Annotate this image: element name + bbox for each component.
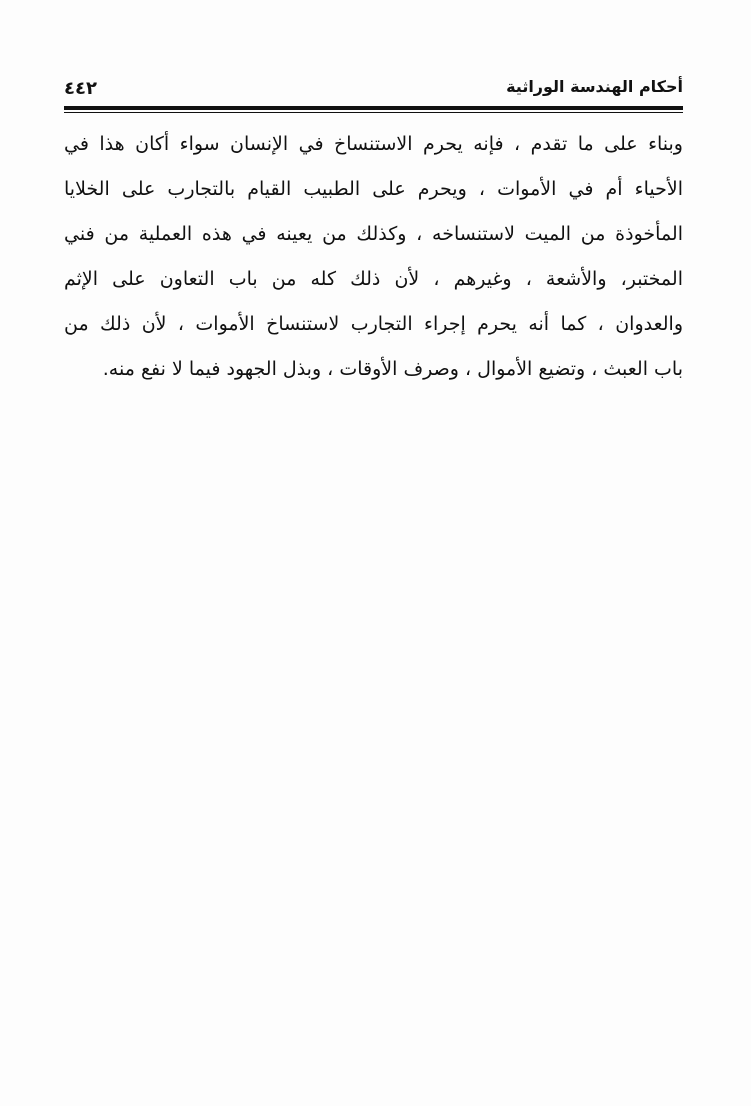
text-line: الأحياء أم في الأموات ، ويحرم على الطبيب القيام بالتجارب على الخلايا — [64, 178, 683, 200]
body-paragraph — [64, 122, 683, 392]
text-line: المأخوذة من الميت لاستنساخه ، وكذلك من يعينه في هذه العملية من فني — [64, 223, 683, 245]
text-line: المختبر، والأشعة ، وغيرهم ، لأن ذلك كله من باب التعاون على الإثم — [64, 268, 683, 290]
running-title: أحكام الهندسة الوراثية — [506, 77, 683, 96]
text-line: وبناء على ما تقدم ، فإنه يحرم الاستنساخ في الإنسان سواء أكان هذا في — [64, 133, 683, 155]
page-header — [64, 74, 683, 104]
page-number: ٤٤٢ — [64, 78, 97, 99]
header-rule-thick — [64, 106, 683, 110]
text-line: باب العبث ، وتضيع الأموال ، وصرف الأوقات ، وبذل الجهود فيما لا نفع منه. — [102, 358, 683, 380]
text-line: والعدوان ، كما أنه يحرم إجراء التجارب لاستنساخ الأموات ، لأن ذلك من — [64, 313, 683, 335]
header-rule-thin — [64, 112, 683, 113]
